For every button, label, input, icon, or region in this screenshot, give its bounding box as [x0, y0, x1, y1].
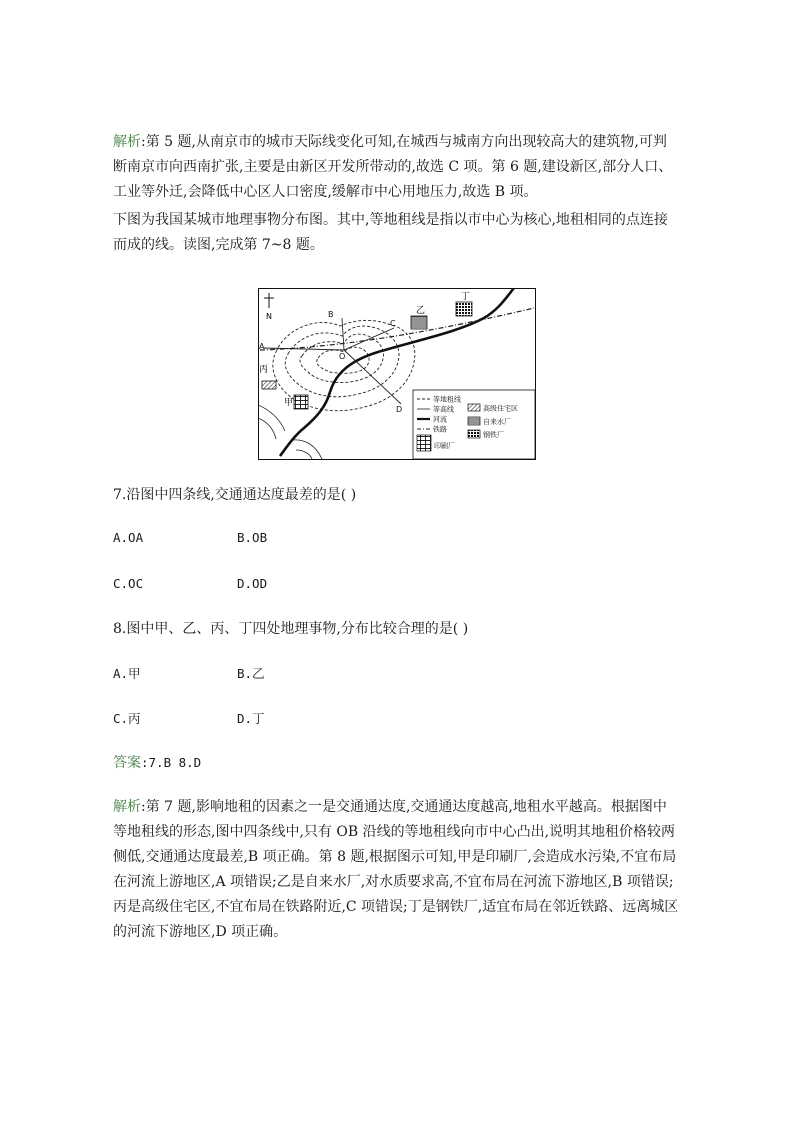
city-map-figure [258, 288, 536, 460]
legend-waterworks-label: 自来水厂 [483, 418, 511, 426]
explanation-line: 断南京市向西南扩张,主要是由新区开发所带动的,故选 C 项。第 6 题,建设新区,部分人口、 [113, 159, 673, 175]
point-C-label: C [390, 319, 396, 328]
explanation-line: 等地租线的形态,图中四条线中,只有 OB 沿线的等地租线向市中心凸出,说明其地租价格较两 [113, 824, 676, 840]
point-B-label: B [328, 310, 334, 319]
legend-printing-label: 印刷厂 [434, 442, 455, 450]
intro-paragraph [113, 208, 683, 258]
site-yi-label: 乙 [416, 306, 426, 316]
answer-label: 答案 [113, 755, 141, 771]
site-ding-label: 丁 [461, 292, 471, 302]
explanation-text: :第 5 题,从南京市的城市天际线变化可知,在城西与城南方向出现较高大的建筑物,可判 [141, 134, 667, 150]
printing-plant-icon [294, 395, 308, 409]
q8-option-d[interactable]: D.丁 [237, 711, 265, 726]
q7-option-c[interactable]: C.OC [113, 576, 144, 591]
explanation-paragraph-2 [113, 795, 683, 945]
north-label: N [266, 312, 272, 321]
question-7-stem: 7.沿图中四条线,交通通达度最差的是( ) [113, 487, 357, 503]
explanation-line: 工业等外迁,会降低中心区人口密度,缓解市中心用地压力,故选 B 项。 [113, 184, 538, 200]
waterworks-icon [411, 316, 427, 329]
point-O-label: O [339, 352, 346, 361]
legend-steel-label: 钢铁厂 [483, 431, 504, 439]
q7-option-b[interactable]: B.OB [237, 530, 268, 545]
answer-line [113, 752, 201, 772]
explanation-line: 的河流下游地区,D 项正确。 [113, 924, 288, 940]
q8-option-a[interactable]: A.甲 [113, 666, 141, 681]
legend-residential-label: 高级住宅区 [483, 404, 518, 413]
legend-steel-swatch [468, 430, 480, 438]
legend-rent-line-label: 等地租线 [433, 395, 461, 404]
explanation-line [113, 795, 683, 820]
explanation-line: 在河流上游地区,A 项错误;乙是自来水厂,对水质要求高,不宜布局在河流下游地区,B 项错误; [113, 874, 674, 890]
legend-contour-label: 等高线 [433, 405, 454, 414]
question-8-stem: 8.图中甲、乙、丙、丁四处地理事物,分布比较合理的是( ) [113, 621, 469, 637]
legend-waterworks-swatch [468, 417, 480, 425]
q7-option-d[interactable]: D.OD [237, 576, 268, 591]
explanation-line [113, 130, 683, 155]
explanation-text: :第 7 题,影响地租的因素之一是交通通达度,交通通达度越高,地租水平越高。根据图中 [141, 799, 667, 815]
explanation-line: 侧低,交通通达度最差,B 项正确。第 8 题,根据图示可知,甲是印刷厂,会造成水污染,不宜布局 [113, 849, 677, 865]
explanation-paragraph-1 [113, 130, 683, 205]
legend-residential-swatch [468, 404, 480, 411]
q8-option-b[interactable]: B.乙 [237, 666, 265, 681]
legend-railway-label: 铁路 [433, 425, 447, 434]
explanation-label: 解析 [113, 134, 141, 150]
point-D-label: D [396, 405, 403, 414]
q7-option-a[interactable]: A.OA [113, 530, 144, 545]
point-A-label: A [259, 342, 265, 351]
site-bing-label: 丙 [259, 365, 269, 375]
explanation-label: 解析 [113, 799, 141, 815]
legend-printing-swatch [417, 435, 431, 451]
residential-area-icon [262, 381, 276, 389]
answer-text: :7.B 8.D [141, 755, 202, 770]
legend-river-label: 河流 [433, 415, 447, 424]
site-jia-label: 甲 [284, 398, 294, 408]
explanation-line: 丙是高级住宅区,不宜布局在铁路附近,C 项错误;丁是钢铁厂,适宜布局在邻近铁路、远离城区 [113, 899, 679, 915]
map-legend [413, 390, 535, 459]
intro-line: 而成的线。读图,完成第 7~8 题。 [113, 237, 324, 253]
q8-option-c[interactable]: C.丙 [113, 711, 141, 726]
intro-line: 下图为我国某城市地理事物分布图。其中,等地租线是指以市中心为核心,地租相同的点连接 [113, 212, 668, 228]
steel-plant-icon [456, 302, 472, 316]
